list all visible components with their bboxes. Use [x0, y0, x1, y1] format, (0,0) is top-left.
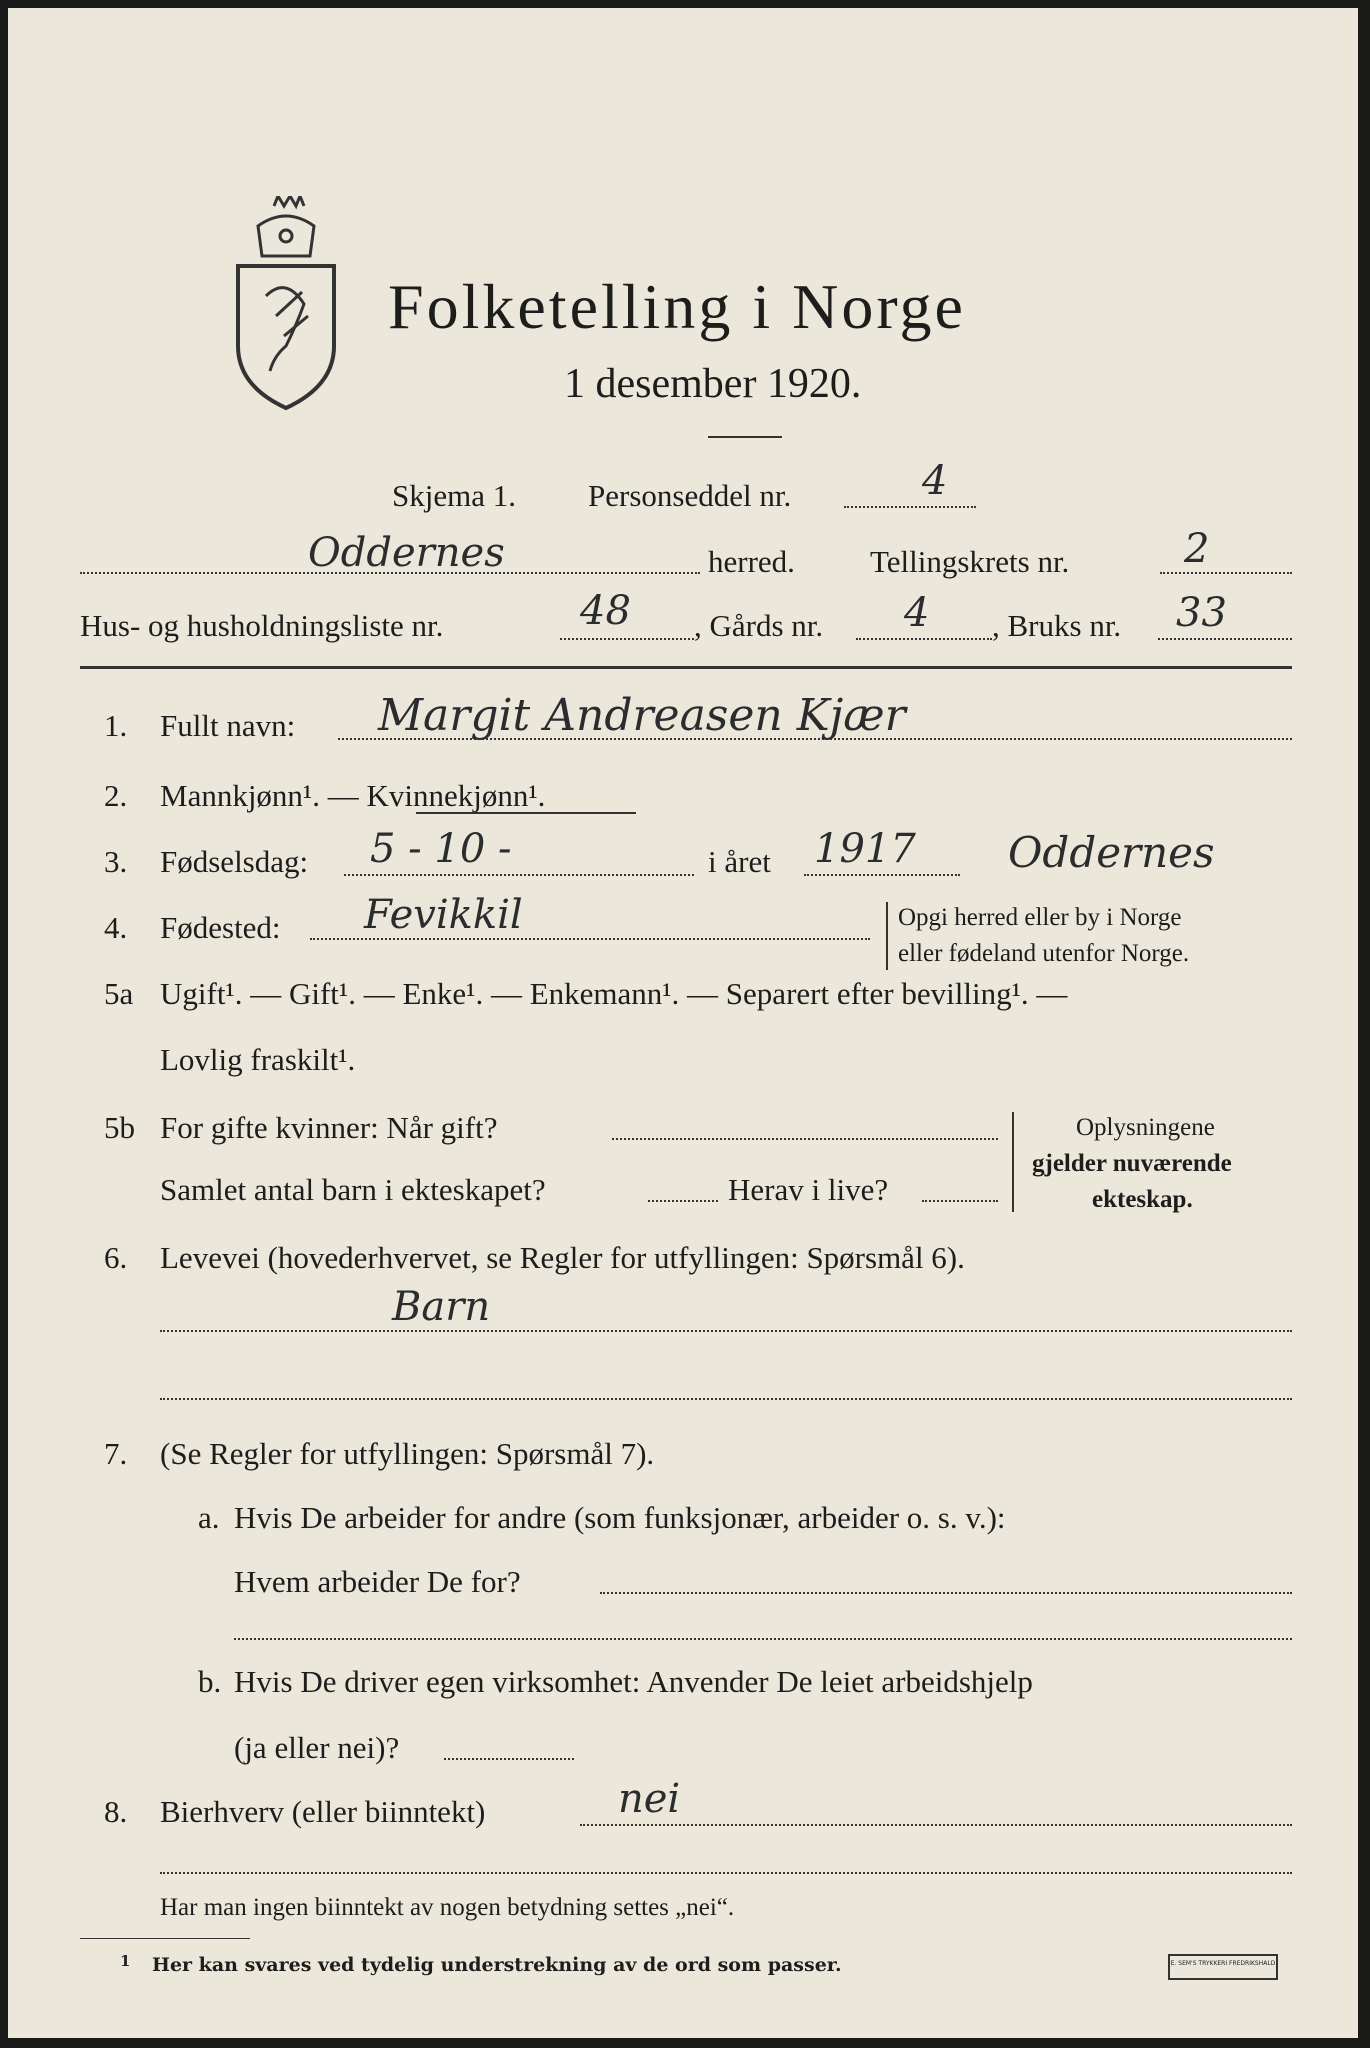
- gards-line: [856, 638, 992, 640]
- title-divider: [708, 436, 782, 438]
- q4-value: Fevikkil: [364, 892, 523, 938]
- q7-label: (Se Regler for utfyllingen: Spørsmål 7).: [160, 1436, 655, 1471]
- q5b-label-1: For gifte kvinner: Når gift?: [160, 1110, 498, 1145]
- q5b-note-3: ekteskap.: [1092, 1186, 1193, 1213]
- bruks-label: , Bruks nr.: [992, 608, 1122, 643]
- q1-number: 1.: [104, 708, 128, 743]
- q7b-line: [444, 1758, 574, 1760]
- bruks-value: 33: [1176, 590, 1227, 636]
- q2-label: Mannkjønn¹. — Kvinnekjønn¹.: [160, 778, 546, 813]
- q5a-label: Ugift¹. — Gift¹. — Enke¹. — Enkemann¹. — Separert efter bevilling¹. —: [160, 976, 1068, 1011]
- q3-number: 3.: [104, 844, 128, 879]
- q7a-number: a.: [198, 1500, 220, 1535]
- printer-stamp-text: E. SEM'S TRYKKERI FREDRIKSHALD: [1170, 1960, 1276, 1967]
- schema-label: Skjema 1.: [392, 478, 516, 513]
- tellingskrets-label: Tellingskrets nr.: [870, 544, 1070, 579]
- q5b-label-2: Samlet antal barn i ekteskapet?: [160, 1172, 546, 1207]
- q8-line-1: [580, 1824, 1292, 1826]
- q4-note-1: Opgi herred eller by i Norge: [898, 904, 1182, 931]
- printer-stamp: [1168, 1954, 1278, 1980]
- q1-value: Margit Andreasen Kjær: [378, 690, 906, 741]
- q5b-number: 5b: [104, 1110, 135, 1145]
- form-title: Folketelling i Norge: [388, 271, 966, 342]
- q5b-note-bracket: [1012, 1112, 1018, 1212]
- q4-line: [310, 938, 870, 940]
- q8-value: nei: [618, 1776, 681, 1822]
- q6-label: Levevei (hovederhvervet, se Regler for utfyllingen: Spørsmål 6).: [160, 1240, 965, 1275]
- q3-extra-note: Oddernes: [1008, 828, 1215, 877]
- coat-of-arms-icon: [226, 196, 346, 416]
- q5b-line-3: [922, 1200, 998, 1202]
- q3-line: [344, 874, 694, 876]
- q7a-label: Hvis De arbeider for andre (som funksjonær, arbeider o. s. v.):: [234, 1500, 1006, 1535]
- q7a-label-2: Hvem arbeider De for?: [234, 1564, 521, 1599]
- q8-note: Har man ingen biinntekt av nogen betydning settes „nei“.: [160, 1894, 735, 1921]
- q4-label: Fødested:: [160, 910, 281, 945]
- q6-line-1: [160, 1330, 1292, 1332]
- q5b-note-2: gjelder nuværende: [1032, 1150, 1232, 1177]
- herred-value: Oddernes: [308, 530, 505, 576]
- bruks-line: [1158, 638, 1292, 640]
- gards-label: , Gårds nr.: [694, 608, 824, 643]
- q4-note-bracket: [886, 902, 892, 970]
- q5b-line-2: [648, 1200, 718, 1202]
- q8-number: 8.: [104, 1794, 128, 1829]
- q5a-label-2: Lovlig fraskilt¹.: [160, 1042, 356, 1077]
- q5a-number: 5a: [104, 976, 134, 1011]
- q1-label: Fullt navn:: [160, 708, 296, 743]
- q6-line-2: [160, 1398, 1292, 1400]
- q7a-line-1: [600, 1592, 1292, 1594]
- q7b-label-2: (ja eller nei)?: [234, 1730, 400, 1765]
- herred-label: herred.: [708, 544, 795, 579]
- gards-value: 4: [904, 590, 930, 636]
- q6-number: 6.: [104, 1240, 128, 1275]
- personseddel-line: [844, 506, 976, 508]
- husliste-label: Hus- og husholdningsliste nr.: [80, 608, 444, 643]
- q5b-label-3: Herav i live?: [728, 1172, 889, 1207]
- q2-number: 2.: [104, 778, 128, 813]
- q3-value: 5 - 10 -: [370, 826, 512, 872]
- personseddel-value: 4: [922, 458, 948, 504]
- footnote-marker: 1: [120, 1952, 131, 1970]
- q3-year-label: i året: [708, 844, 771, 879]
- husliste-line: [560, 638, 694, 640]
- q8-line-2: [160, 1872, 1292, 1874]
- q3-year-value: 1917: [814, 826, 916, 872]
- q4-number: 4.: [104, 910, 128, 945]
- q3-year-line: [804, 874, 960, 876]
- q7b-number: b.: [198, 1664, 222, 1699]
- q7a-line-2: [234, 1638, 1292, 1640]
- census-date: 1 desember 1920.: [564, 361, 862, 407]
- census-form-sheet: [8, 8, 1358, 2038]
- tellingskrets-line: [1160, 572, 1292, 574]
- footnote-text: Her kan svares ved tydelig understrekning av de ord som passer.: [152, 1954, 842, 1976]
- q7-number: 7.: [104, 1436, 128, 1471]
- q5b-note-1: Oplysningene: [1076, 1114, 1215, 1141]
- husliste-value: 48: [580, 588, 631, 634]
- section-divider: [80, 666, 1292, 669]
- q6-value: Barn: [392, 1284, 491, 1330]
- q5b-line-1: [612, 1138, 998, 1140]
- footnote-divider: [80, 1938, 250, 1939]
- q4-note-2: eller fødeland utenfor Norge.: [898, 940, 1190, 967]
- q7b-label: Hvis De driver egen virksomhet: Anvender De leiet arbeidshjelp: [234, 1664, 1033, 1699]
- personseddel-label: Personseddel nr.: [588, 478, 792, 513]
- q2-underline: [416, 812, 636, 814]
- tellingskrets-value: 2: [1184, 526, 1210, 572]
- q8-label: Bierhverv (eller biinntekt): [160, 1794, 486, 1829]
- q3-label: Fødselsdag:: [160, 844, 309, 879]
